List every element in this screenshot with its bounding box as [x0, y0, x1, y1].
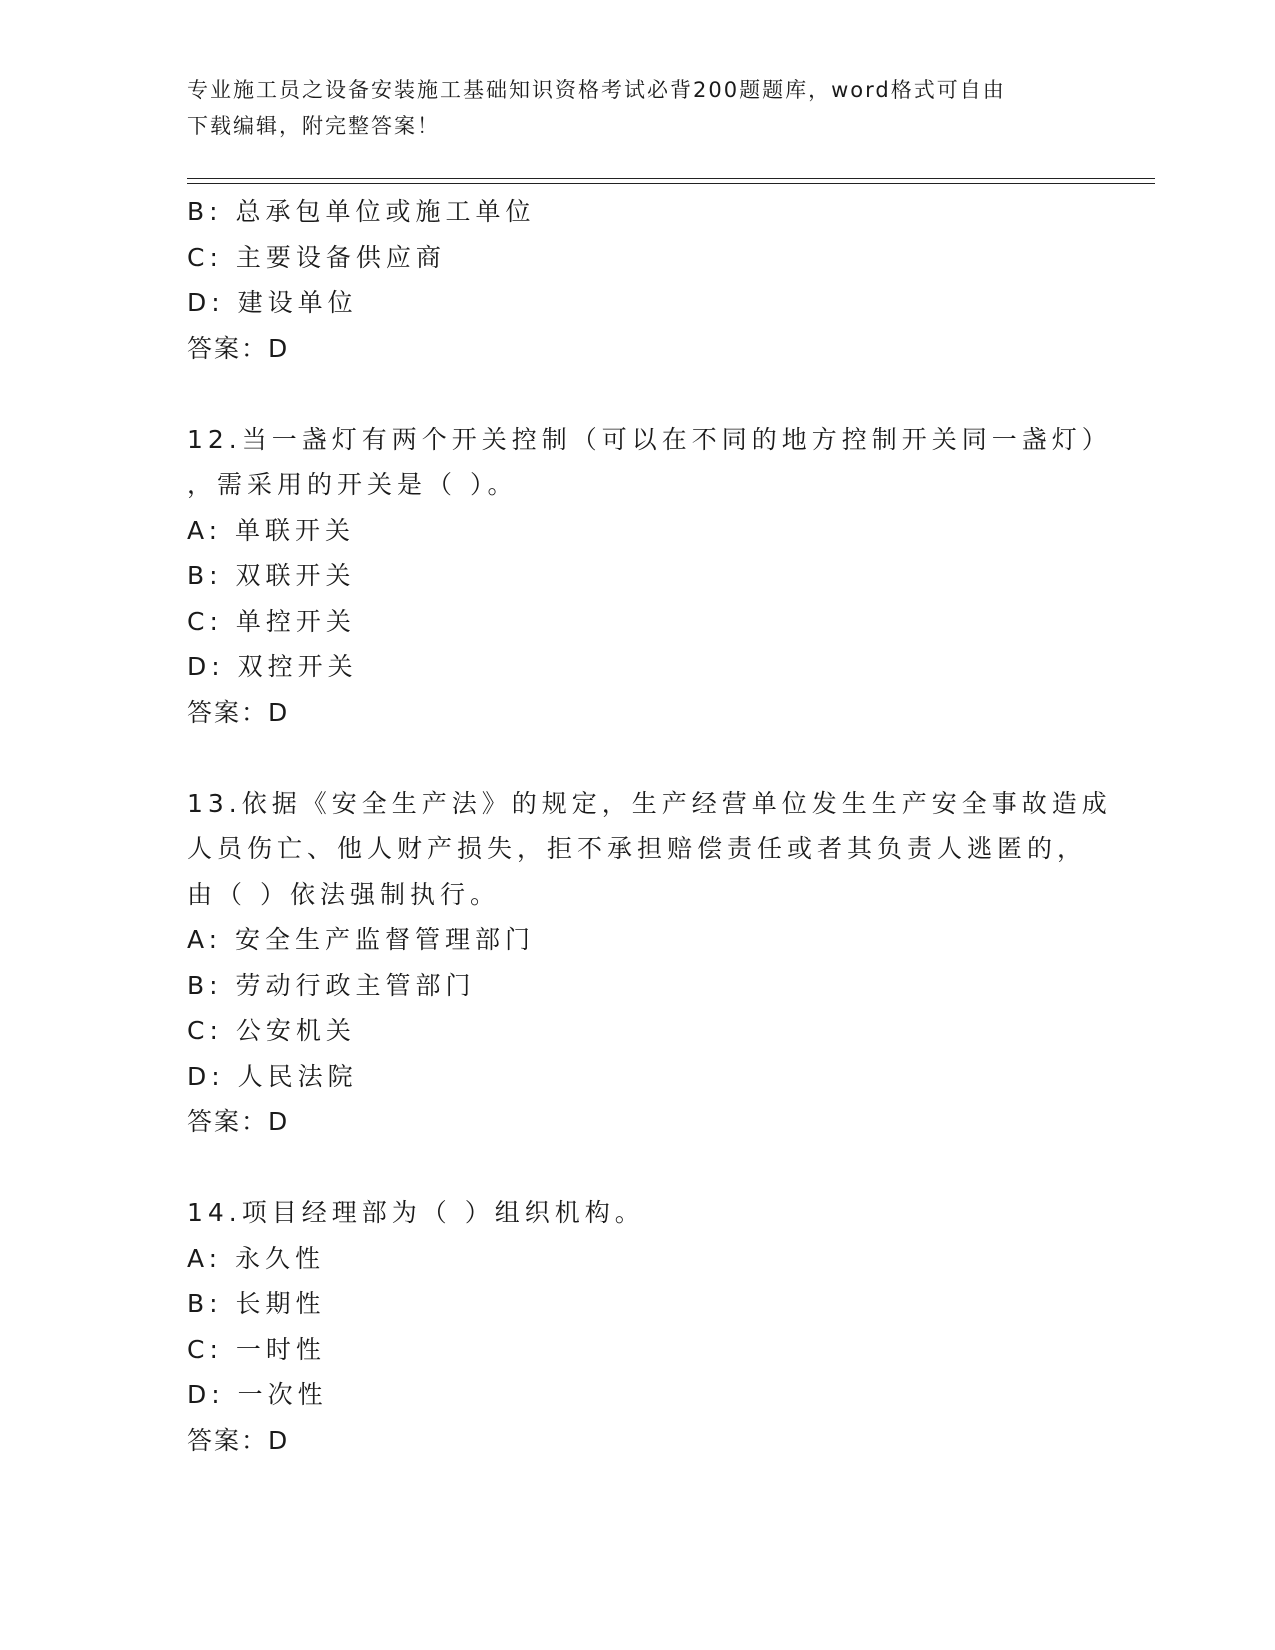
option-b: B: 总承包单位或施工单位 [187, 197, 536, 226]
option-c: C: 一时性 [187, 1334, 326, 1364]
option-c: C: 单控开关 [187, 606, 356, 636]
header-line-2: 下载编辑，附完整答案！ [187, 114, 440, 138]
question-stem: 13.依据《安全生产法》的规定，生产经营单位发生生产安全事故造成 [187, 788, 1112, 818]
header-rule-bottom [187, 183, 1155, 184]
spacer [187, 1145, 1107, 1191]
option-a: A: 单联开关 [187, 515, 356, 545]
option-d: D: 建设单位 [187, 288, 358, 317]
option-b: B: 劳动行政主管部门 [187, 970, 476, 1000]
question-stem: 由（ ）依法强制执行。 [187, 879, 500, 909]
option-c: C: 公安机关 [187, 1016, 356, 1045]
question-stem: ，需采用的开关是（ ）。 [187, 470, 518, 499]
question-stem: 14.项目经理部为（ ）组织机构。 [187, 1198, 645, 1227]
answer: 答案：D [187, 1107, 290, 1136]
spacer [187, 735, 1107, 781]
question-list [187, 189, 1112, 1463]
option-d: D: 双控开关 [187, 652, 358, 681]
header-line-1: 专业施工员之设备安装施工基础知识资格考试必背200题题库，word格式可自由 [187, 78, 1006, 102]
answer: 答案：D [187, 697, 290, 727]
spacer [187, 371, 1107, 417]
question-14 [187, 1190, 1107, 1463]
answer: 答案：D [187, 1425, 290, 1455]
option-c: C: 主要设备供应商 [187, 242, 446, 272]
header-rule-top [187, 178, 1155, 179]
question-12 [187, 417, 1112, 736]
question-11-continued [187, 189, 1107, 371]
option-a: A: 永久性 [187, 1243, 326, 1273]
question-13 [187, 781, 1112, 1145]
question-stem: 人员伤亡、他人财产损失，拒不承担赔偿责任或者其负责人逃匿的， [187, 834, 1088, 863]
answer: 答案：D [187, 333, 290, 363]
option-d: D: 一次性 [187, 1380, 328, 1409]
option-d: D: 人民法院 [187, 1061, 358, 1091]
question-stem: 12.当一盏灯有两个开关控制（可以在不同的地方控制开关同一盏灯） [187, 424, 1112, 454]
document-header [187, 72, 1087, 144]
option-a: A: 安全生产监督管理部门 [187, 925, 536, 954]
option-b: B: 长期性 [187, 1289, 326, 1318]
option-b: B: 双联开关 [187, 561, 356, 590]
